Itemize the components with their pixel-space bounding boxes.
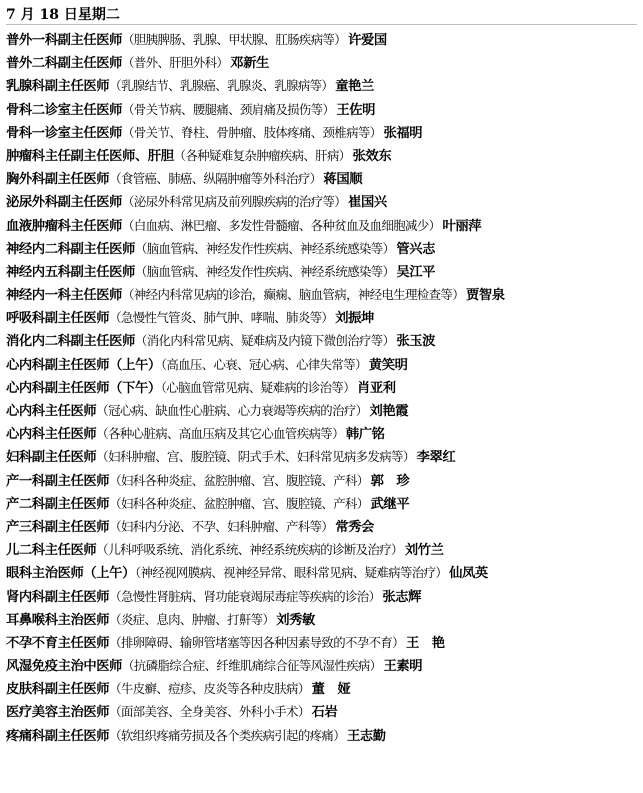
specialty-scope: （急慢性肾脏病、肾功能衰竭尿毒症等疾病的诊治） [109,588,381,604]
doctor-name: 管兴志 [396,241,436,257]
doctor-name: 王佐明 [336,102,376,118]
department-title: 骨科一诊室主任医师 [6,125,123,141]
specialty-scope: （儿科呼吸系统、消化系统、神经系统疾病的诊断及治疗） [96,542,403,558]
schedule-row [6,700,637,723]
doctor-name: 张效东 [352,148,392,164]
date-header: 7 月 18 日星期二 [6,6,637,25]
doctor-name: 叶丽萍 [442,218,482,234]
schedule-row [6,445,637,468]
schedule-row [6,190,637,213]
doctor-name: 李翠红 [416,450,456,466]
specialty-scope: （妇科肿瘤、宫、腹腔镜、阴式手术、妇科常见病多发病等） [96,449,415,465]
department-title: 胸外科副主任医师 [6,172,110,188]
schedule-row [6,376,637,399]
specialty-scope: （食管癌、肺癌、纵隔肿瘤等外科治疗） [109,171,322,187]
specialty-scope: （普外、肝胆外科） [122,55,229,71]
specialty-scope: （急慢性气管炎、肺气肿、哮喘、肺炎等） [109,310,334,326]
department-title: 神经内五科副主任医师 [6,264,135,280]
schedule-row [6,422,637,445]
department-title: 普外一科副主任医师 [6,33,123,48]
doctor-name: 王素明 [383,659,423,675]
department-title: 神经内二科副主任医师 [6,241,135,257]
department-title: 神经内一科主任医师 [6,288,123,304]
department-title: 消化内二科副主任医师 [6,334,135,350]
doctor-name: 崔国兴 [348,195,387,211]
department-title: 眼科主治医师（上午） [6,566,135,582]
specialty-scope: （排卵障碍、输卵管堵塞等因各种因素导致的不孕不育） [109,634,404,650]
doctor-name: 王志勤 [347,728,386,744]
specialty-scope: （心脑血管常见病、疑难病的诊治等） [160,379,356,395]
department-title: 呼吸科副主任医师 [6,311,110,327]
specialty-scope: （妇科内分泌、不孕、妇科肿瘤、产科等） [109,518,334,534]
department-title: 乳腺科副主任医师 [6,79,110,95]
specialty-scope: （胆胰脾肠、乳腺、甲状腺、肛肠疾病等） [122,32,347,47]
doctor-schedule-list [6,28,637,747]
doctor-name: 黄笑明 [368,357,408,373]
doctor-name: 刘振坤 [335,311,374,327]
doctor-name: 童艳兰 [335,79,374,95]
specialty-scope: （妇科各种炎症、盆腔肿瘤、宫、腹腔镜、产科） [109,472,369,488]
specialty-scope: （各种疑难复杂肿瘤疾病、肝病） [173,147,351,163]
schedule-row [6,144,637,167]
schedule-row [6,51,637,74]
department-title: 心内科主任医师 [6,404,97,419]
specialty-scope: （软组织疼痛劳损及各个类疾病引起的疼痛） [109,727,345,743]
specialty-scope: （面部美容、全身美容、外科小手术） [109,704,310,720]
department-title: 心内科副主任医师（上午） [6,357,161,373]
department-title: 风湿免疫主治中医师 [6,659,123,675]
schedule-row [6,515,637,538]
specialty-scope: （神经视网膜病、视神经异常、眼科常见病、疑难病等治疗） [134,565,448,581]
schedule-row [6,631,637,654]
schedule-row [6,399,637,422]
department-title: 儿二科主任医师 [6,543,97,559]
doctor-name: 张志辉 [382,589,422,605]
schedule-row [6,214,637,237]
schedule-row [6,28,637,51]
department-title: 不孕不育主任医师 [6,635,110,651]
specialty-scope: （乳腺结节、乳腺癌、乳腺炎、乳腺病等） [109,78,334,94]
schedule-row [6,608,637,631]
department-title: 肾内科副主任医师 [6,589,110,605]
department-title: 耳鼻喉科主治医师 [6,612,110,628]
specialty-scope: （各种心脏病、高血压病及其它心血管疾病等） [96,426,344,442]
doctor-name: 张福明 [383,125,423,141]
department-title: 产二科副主任医师 [6,496,110,512]
schedule-row [6,561,637,584]
department-title: 产一科副主任医师 [6,473,110,489]
specialty-scope: （牛皮癣、痘疹、皮炎等各种皮肤病） [109,681,310,697]
doctor-name: 王 艳 [405,635,445,651]
schedule-row [6,353,637,376]
schedule-row [6,260,637,283]
department-title: 血液肿瘤科主任医师 [6,218,123,234]
doctor-name: 肖亚利 [357,380,396,396]
specialty-scope: （泌尿外科常见病及前列腺疾病的治疗等） [122,194,347,210]
doctor-name: 刘秀敏 [276,612,315,628]
specialty-scope: （高血压、心衰、冠心病、心律失常等） [160,356,367,372]
specialty-scope: （妇科各种炎症、盆腔肿瘤、宫、腹腔镜、产科） [109,495,369,511]
doctor-name: 贾智泉 [466,288,505,304]
doctor-name: 郭 珍 [370,473,410,489]
specialty-scope: （抗磷脂综合症、纤维肌痛综合征等风湿性疾病） [122,658,382,674]
doctor-name: 许爱国 [348,33,387,48]
schedule-row [6,654,637,677]
department-title: 心内科副主任医师（下午） [6,380,161,396]
specialty-scope: （神经内科常见病的诊治，癫痫、脑血管病，神经电生理检查等） [122,287,465,303]
specialty-scope: （白血病、淋巴瘤、多发性骨髓瘤、各种贫血及血细胞减少） [122,217,441,233]
schedule-row [6,98,637,121]
department-title: 疼痛科副主任医师 [6,728,110,744]
doctor-name: 常秀会 [335,519,374,535]
schedule-row [6,167,637,190]
schedule-row [6,538,637,561]
doctor-name: 刘竹兰 [404,543,444,559]
doctor-name: 张玉波 [396,334,436,350]
schedule-row [6,237,637,260]
department-title: 泌尿外科副主任医师 [6,195,123,211]
specialty-scope: （脑血管病、神经发作性疾病、神经系统感染等） [134,263,395,279]
specialty-scope: （冠心病、缺血性心脏病、心力衰竭等疾病的治疗） [96,403,368,418]
doctor-name: 吴江平 [396,264,436,280]
schedule-row [6,724,637,747]
specialty-scope: （消化内科常见病、疑难病及内镜下微创治疗等） [134,333,395,349]
schedule-row [6,492,637,515]
schedule-row [6,677,637,700]
schedule-row [6,469,637,492]
doctor-name: 韩广铭 [345,427,385,443]
doctor-name: 刘艳霞 [369,404,409,419]
department-title: 医疗美容主治医师 [6,705,110,721]
schedule-row [6,306,637,329]
schedule-row [6,121,637,144]
specialty-scope: （骨关节病、腰腿痛、颈肩痛及损伤等） [122,101,335,117]
doctor-name: 蒋国顺 [323,172,363,188]
schedule-row [6,283,637,306]
department-title: 妇科副主任医师 [6,450,97,466]
specialty-scope: （骨关节、脊柱、骨肿瘤、肢体疼痛、颈椎病等） [122,124,382,140]
doctor-name: 武继平 [370,496,410,512]
schedule-row [6,585,637,608]
department-title: 心内科主任医师 [6,427,97,443]
doctor-name: 石岩 [311,705,338,721]
schedule-row [6,329,637,352]
department-title: 产三科副主任医师 [6,519,110,535]
department-title: 皮肤科副主任医师 [6,682,110,698]
specialty-scope: （脑血管病、神经发作性疾病、神经系统感染等） [134,240,395,256]
schedule-row [6,74,637,97]
doctor-name: 仙凤英 [449,566,488,582]
doctor-name: 邓新生 [230,56,269,72]
department-title: 普外二科副主任医师 [6,56,123,72]
department-title: 骨科二诊室主任医师 [6,102,123,118]
department-title: 肿瘤科主任副主任医师、肝胆 [6,148,174,164]
specialty-scope: （炎症、息肉、肿瘤、打鼾等） [109,611,275,627]
doctor-name: 董 娅 [311,682,351,698]
